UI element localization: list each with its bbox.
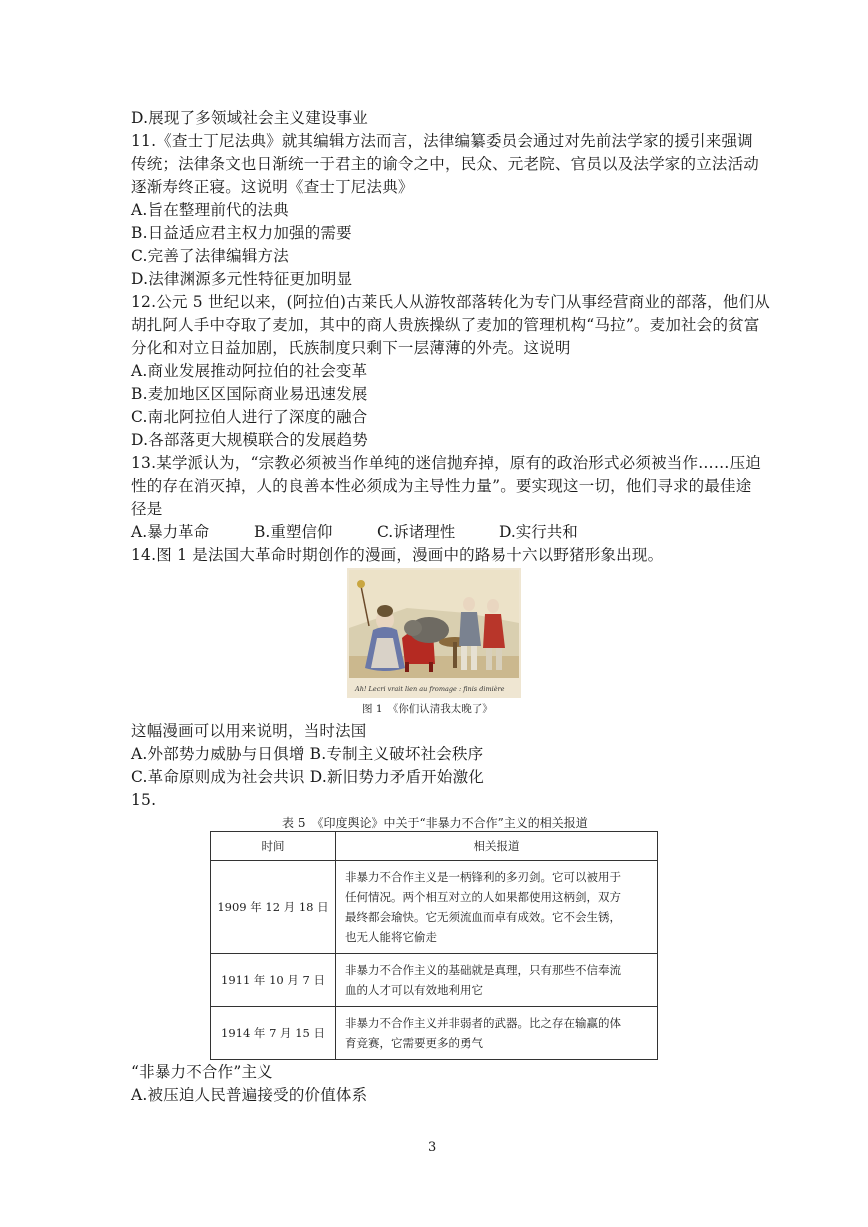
q14-options-line-1: A.外部势力威胁与日俱增 B.专制主义破坏社会秩序 [131,745,484,763]
page-number: 3 [428,1140,437,1155]
q12-stem-line-3: 分化和对立日益加剧，氏族制度只剩下一层薄薄的外壳。这说明 [131,339,571,357]
q14-question: 这幅漫画可以用来说明，当时法国 [131,722,367,740]
q15-stem: “非暴力不合作”主义 [131,1063,273,1081]
q12-stem-line-2: 胡扎阿人手中夺取了麦加，其中的商人贵族操纵了麦加的管理机构“马拉”。麦加社会的贫富 [131,316,760,334]
row-report [336,861,658,954]
q11-option-a: A.旨在整理前代的法典 [131,201,289,219]
row-report [336,1007,658,1060]
q11-option-d: D.法律渊源多元性特征更加明显 [131,270,353,288]
q12-option-d: D.各部落更大规模联合的发展趋势 [131,431,369,449]
table-header-row [211,832,658,861]
q13-stem-line-2: 性的存在消灭掉，人的良善本性必须成为主导性力量”。要实现这一切，他们寻求的最佳途 [131,477,752,495]
q11-option-b: B.日益适应君主权力加强的需要 [131,224,352,242]
q11-stem-line-1: 11.《查士丁尼法典》就其编辑方法而言，法律编纂委员会通过对先前法学家的援引来强调 [131,132,753,150]
report-line: 非暴力不合作主义并非弱者的武器。比之存在输赢的体 [345,1016,621,1030]
q12-option-b: B.麦加地区区国际商业易迅速发展 [131,385,368,403]
report-line: 任何情况。两个相互对立的人如果都使用这柄剑，双方 [345,890,621,904]
table-row [211,954,658,1007]
report-line: 最终都会瑜快。它无须流血而卓有成效。它不会生锈， [345,910,621,924]
header-time: 时间 [211,832,336,861]
q15-option-a: A.被压迫人民普遍接受的价值体系 [131,1086,368,1104]
q13-option-d: D.实行共和 [499,523,578,541]
report-line: 血的人才可以有效地利用它 [345,983,483,997]
row-report [336,954,658,1007]
q14-options-line-2: C.革命原则成为社会共识 D.新旧势力矛盾开始激化 [131,768,484,786]
q11-stem-line-3: 逐渐寿终正寝。这说明《查士丁尼法典》 [131,178,414,196]
table-caption: 表 5 《印度舆论》中关于“非暴力不合作”主义的相关报道 [282,816,588,830]
header-report: 相关报道 [336,832,658,861]
q15-number: 15. [131,791,157,809]
q11-option-c: C.完善了法律编辑方法 [131,247,289,265]
q14-stem: 14.图 1 是法国大革命时期创作的漫画，漫画中的路易十六以野猪形象出现。 [131,546,664,564]
report-line: 育竞赛，它需要更多的勇气 [345,1036,483,1050]
q10-option-d: D.展现了多领域社会主义建设事业 [131,109,369,127]
q13-option-b: B.重塑信仰 [254,523,333,541]
q13-options [131,521,631,543]
q13-option-c: C.诉诸理性 [377,523,456,541]
row-date: 1914 年 7 月 15 日 [211,1007,336,1060]
q12-stem-line-1: 12.公元 5 世纪以来，(阿拉伯)古莱氏人从游牧部落转化为专门从事经营商业的部落，他们从 [131,293,770,311]
figure-caption: 图 1 《你们认清我太晚了》 [362,703,493,715]
report-table [210,831,658,1060]
report-line: 非暴力不合作主义是一柄锋利的多刃剑。它可以被用于 [345,870,621,884]
table-row [211,1007,658,1060]
cartoon-figure [347,568,521,698]
row-date: 1911 年 10 月 7 日 [211,954,336,1007]
report-line: 也无人能将它偷走 [345,930,437,944]
q11-stem-line-2: 传统；法律条文也日渐统一于君主的谕令之中，民众、元老院、官员以及法学家的立法活动 [131,155,760,173]
row-date: 1909 年 12 月 18 日 [211,861,336,954]
q13-stem-line-1: 13.某学派认为，“宗教必须被当作单纯的迷信抛弃掉，原有的政治形式必须被当作……压迫 [131,454,761,472]
q12-option-c: C.南北阿拉伯人进行了深度的融合 [131,408,368,426]
table-row [211,861,658,954]
report-line: 非暴力不合作主义的基础就是真理，只有那些不信奉流 [345,963,621,977]
cartoon-illustration [347,568,521,698]
q13-stem-line-3: 径是 [131,500,163,518]
q12-option-a: A.商业发展推动阿拉伯的社会变革 [131,362,368,380]
q13-option-a: A.暴力革命 [131,523,210,541]
cartoon-inscription: Ah! Lecri vrait lien au fromage : finis dimière [355,685,505,693]
